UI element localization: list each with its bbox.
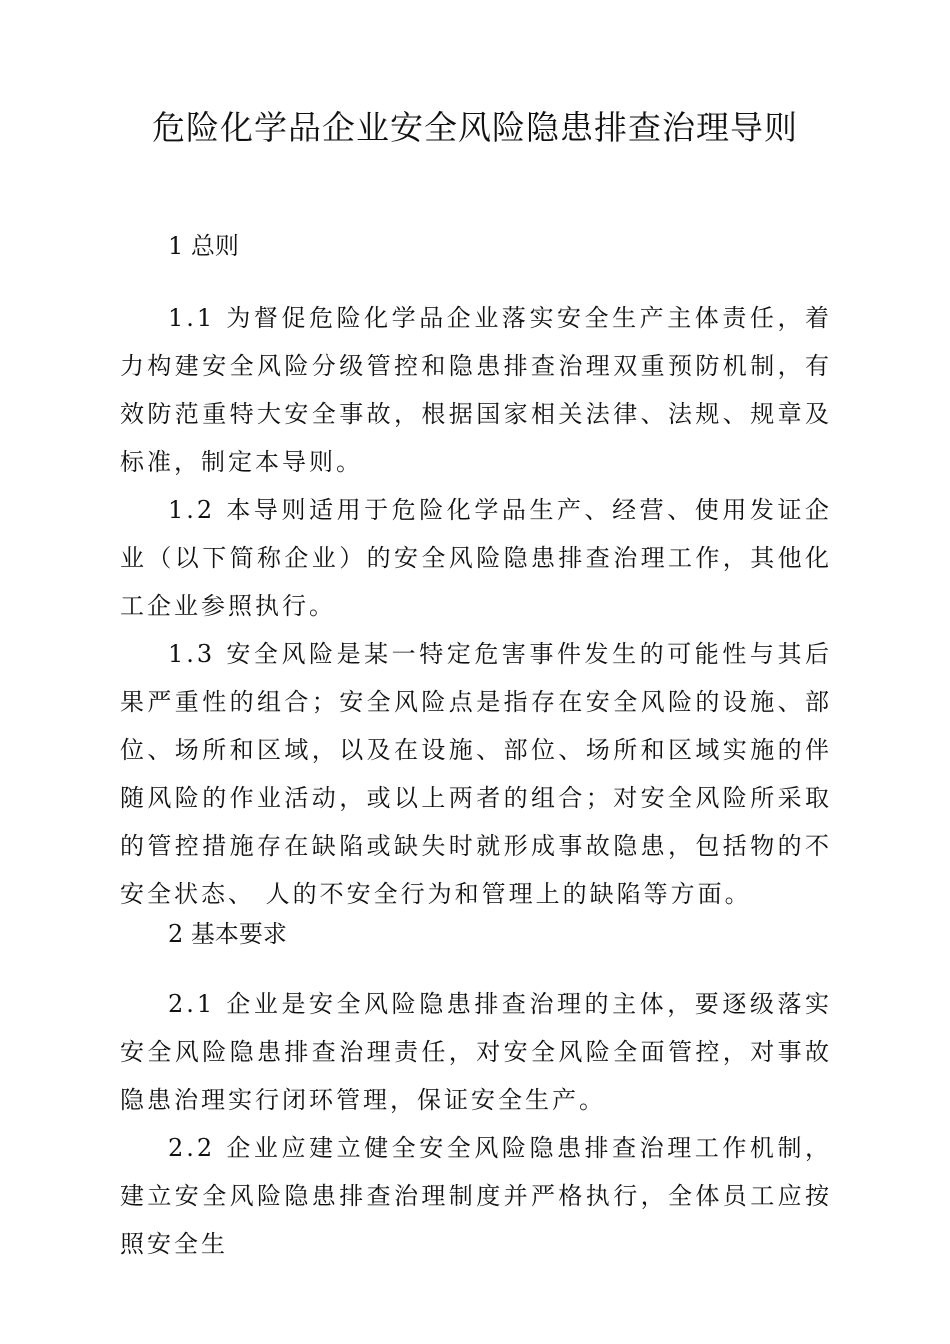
paragraph-1-2: 1.2 本导则适用于危险化学品生产、经营、使用发证企业（以下简称企业）的安全风险隐患排查治理工作，其他化工企业参照执行。 bbox=[120, 496, 832, 620]
paragraph-1-1: 1.1 为督促危险化学品企业落实安全生产主体责任，着力构建安全风险分级管控和隐患排查治理双重预防机制，有效防范重特大安全事故，根据国家相关法律、法规、规章及标准，制定本导则。 bbox=[120, 304, 832, 476]
section-basic-requirements-body bbox=[120, 980, 832, 1268]
section-heading-basic-requirements: 2 基本要求 bbox=[168, 920, 287, 948]
section-general-body bbox=[120, 294, 832, 918]
paragraph-1-3: 1.3 安全风险是某一特定危害事件发生的可能性与其后果严重性的组合；安全风险点是指存在安全风险的设施、部位、场所和区域，以及在设施、部位、场所和区域实施的伴随风险的作业活动，或以上两者的组合；对安全风险所采取的管控措施存在缺陷或缺失时就形成事故隐患，包括物的不安全状态、 人的不安全行为和管理上的缺陷等方面。 bbox=[120, 640, 832, 908]
section-heading-general: 1 总则 bbox=[168, 232, 239, 260]
paragraph-2-1: 2.1 企业是安全风险隐患排查治理的主体，要逐级落实安全风险隐患排查治理责任，对安全风险全面管控，对事故隐患治理实行闭环管理，保证安全生产。 bbox=[120, 990, 832, 1114]
paragraph-2-2: 2.2 企业应建立健全安全风险隐患排查治理工作机制，建立安全风险隐患排查治理制度并严格执行，全体员工应按照安全生 bbox=[120, 1134, 832, 1258]
document-title: 危险化学品企业安全风险隐患排查治理导则 bbox=[152, 108, 798, 147]
